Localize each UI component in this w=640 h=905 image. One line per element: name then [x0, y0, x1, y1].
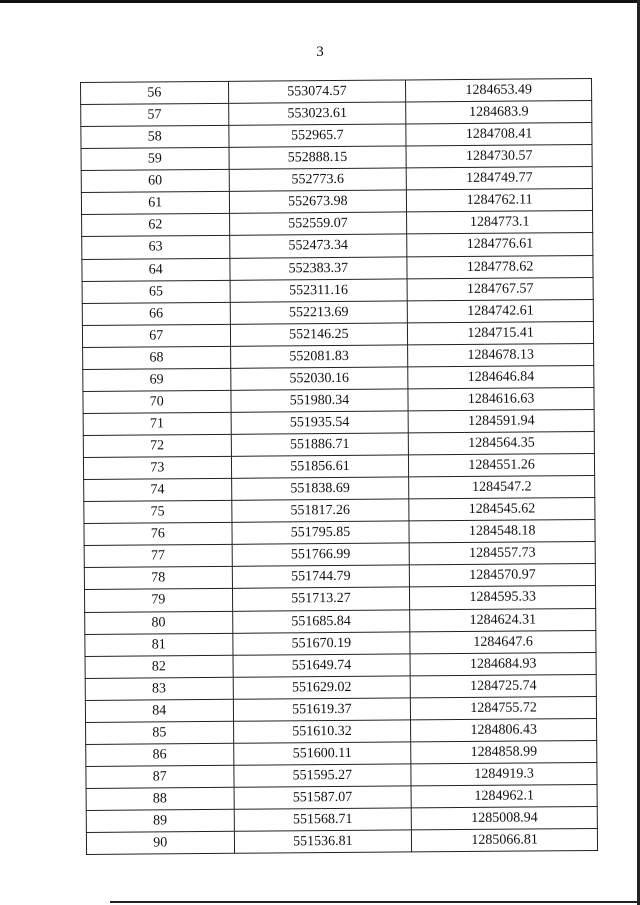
- x-coordinate-cell: 553074.57: [228, 80, 406, 103]
- point-number-cell: 58: [81, 125, 229, 148]
- x-coordinate-cell: 552213.69: [230, 301, 408, 324]
- point-number-cell: 74: [84, 478, 232, 501]
- y-coordinate-cell: 1284806.43: [411, 718, 597, 742]
- x-coordinate-cell: 551795.85: [232, 521, 410, 544]
- x-coordinate-cell: 552773.6: [229, 168, 407, 191]
- y-coordinate-cell: 1284557.73: [409, 542, 595, 566]
- point-number-cell: 56: [81, 81, 229, 104]
- point-number-cell: 69: [83, 368, 231, 391]
- point-number-cell: 75: [84, 501, 232, 524]
- y-coordinate-cell: 1284683.9: [406, 101, 592, 125]
- point-number-cell: 84: [85, 699, 233, 722]
- point-number-cell: 80: [85, 611, 233, 634]
- point-number-cell: 90: [86, 831, 234, 854]
- point-number-cell: 88: [86, 787, 234, 810]
- x-coordinate-cell: 551980.34: [230, 389, 408, 412]
- x-coordinate-cell: 551935.54: [231, 411, 409, 434]
- y-coordinate-cell: 1284653.49: [406, 78, 592, 102]
- x-coordinate-cell: 551766.99: [232, 543, 410, 566]
- table-row: [86, 829, 597, 855]
- y-coordinate-cell: 1285066.81: [412, 829, 598, 853]
- y-coordinate-cell: 1284749.77: [406, 167, 592, 191]
- x-coordinate-cell: 551685.84: [232, 609, 410, 632]
- point-number-cell: 86: [86, 743, 234, 766]
- x-coordinate-cell: 551600.11: [233, 742, 411, 765]
- point-number-cell: 65: [82, 280, 230, 303]
- scan-edge-top: [0, 0, 640, 3]
- y-coordinate-cell: 1284715.41: [408, 321, 594, 345]
- x-coordinate-cell: 552673.98: [229, 190, 407, 213]
- point-number-cell: 70: [83, 390, 231, 413]
- x-coordinate-cell: 552311.16: [230, 278, 408, 301]
- point-number-cell: 76: [84, 523, 232, 546]
- point-number-cell: 79: [84, 589, 232, 612]
- x-coordinate-cell: 551629.02: [233, 676, 411, 699]
- scan-edge-bottom: [110, 901, 640, 903]
- x-coordinate-cell: 552383.37: [229, 256, 407, 279]
- y-coordinate-cell: 1284962.1: [411, 784, 597, 808]
- point-number-cell: 68: [83, 346, 231, 369]
- point-number-cell: 57: [81, 103, 229, 126]
- x-coordinate-cell: 551713.27: [232, 587, 410, 610]
- point-number-cell: 62: [82, 214, 230, 237]
- point-number-cell: 63: [82, 236, 230, 259]
- y-coordinate-cell: 1284646.84: [408, 365, 594, 389]
- y-coordinate-cell: 1284730.57: [406, 145, 592, 169]
- y-coordinate-cell: 1284778.62: [407, 255, 593, 279]
- point-number-cell: 64: [82, 258, 230, 281]
- x-coordinate-cell: 552081.83: [230, 345, 408, 368]
- y-coordinate-cell: 1284755.72: [411, 696, 597, 720]
- x-coordinate-cell: 552473.34: [229, 234, 407, 257]
- y-coordinate-cell: 1284858.99: [411, 740, 597, 764]
- y-coordinate-cell: 1284678.13: [408, 343, 594, 367]
- x-coordinate-cell: 551536.81: [234, 830, 412, 853]
- point-number-cell: 81: [85, 633, 233, 656]
- x-coordinate-cell: 551595.27: [233, 764, 411, 787]
- y-coordinate-cell: 1284616.63: [408, 387, 594, 411]
- x-coordinate-cell: 551856.61: [231, 455, 409, 478]
- y-coordinate-cell: 1284548.18: [409, 520, 595, 544]
- y-coordinate-cell: 1284776.61: [407, 233, 593, 257]
- point-number-cell: 61: [81, 192, 229, 215]
- y-coordinate-cell: 1284570.97: [410, 564, 596, 588]
- point-number-cell: 83: [85, 677, 233, 700]
- point-number-cell: 82: [85, 655, 233, 678]
- x-coordinate-cell: 551817.26: [231, 499, 409, 522]
- x-coordinate-cell: 551838.69: [231, 477, 409, 500]
- point-number-cell: 60: [81, 170, 229, 193]
- y-coordinate-cell: 1284545.62: [409, 498, 595, 522]
- y-coordinate-cell: 1284919.3: [411, 762, 597, 786]
- x-coordinate-cell: 553023.61: [228, 102, 406, 125]
- y-coordinate-cell: 1284708.41: [406, 123, 592, 147]
- x-coordinate-cell: 551744.79: [232, 565, 410, 588]
- coordinates-table-body: [81, 78, 598, 854]
- y-coordinate-cell: 1284773.1: [407, 211, 593, 235]
- y-coordinate-cell: 1284647.6: [410, 630, 596, 654]
- x-coordinate-cell: 552559.07: [229, 212, 407, 235]
- point-number-cell: 71: [83, 412, 231, 435]
- x-coordinate-cell: 552888.15: [229, 146, 407, 169]
- page-number: 3: [316, 44, 324, 60]
- point-number-cell: 59: [81, 148, 229, 171]
- y-coordinate-cell: 1284551.26: [409, 454, 595, 478]
- y-coordinate-cell: 1284742.61: [407, 299, 593, 323]
- point-number-cell: 66: [82, 302, 230, 325]
- x-coordinate-cell: 551886.71: [231, 433, 409, 456]
- x-coordinate-cell: 551670.19: [232, 631, 410, 654]
- x-coordinate-cell: 551649.74: [233, 654, 411, 677]
- y-coordinate-cell: 1284762.11: [407, 189, 593, 213]
- y-coordinate-cell: 1284595.33: [410, 586, 596, 610]
- y-coordinate-cell: 1284564.35: [409, 431, 595, 455]
- point-number-cell: 78: [84, 567, 232, 590]
- coordinates-table: [80, 78, 598, 855]
- point-number-cell: 67: [82, 324, 230, 347]
- y-coordinate-cell: 1284725.74: [410, 674, 596, 698]
- point-number-cell: 85: [86, 721, 234, 744]
- point-number-cell: 77: [84, 545, 232, 568]
- x-coordinate-cell: 552146.25: [230, 323, 408, 346]
- y-coordinate-cell: 1284591.94: [408, 409, 594, 433]
- y-coordinate-cell: 1285008.94: [411, 807, 597, 831]
- point-number-cell: 89: [86, 809, 234, 832]
- x-coordinate-cell: 551568.71: [234, 808, 412, 831]
- x-coordinate-cell: 551610.32: [233, 720, 411, 743]
- point-number-cell: 72: [83, 434, 231, 457]
- y-coordinate-cell: 1284684.93: [410, 652, 596, 676]
- point-number-cell: 73: [83, 456, 231, 479]
- point-number-cell: 87: [86, 765, 234, 788]
- x-coordinate-cell: 551619.37: [233, 698, 411, 721]
- x-coordinate-cell: 552965.7: [228, 124, 406, 147]
- y-coordinate-cell: 1284767.57: [407, 277, 593, 301]
- x-coordinate-cell: 551587.07: [234, 786, 412, 809]
- y-coordinate-cell: 1284547.2: [409, 476, 595, 500]
- y-coordinate-cell: 1284624.31: [410, 608, 596, 632]
- x-coordinate-cell: 552030.16: [230, 367, 408, 390]
